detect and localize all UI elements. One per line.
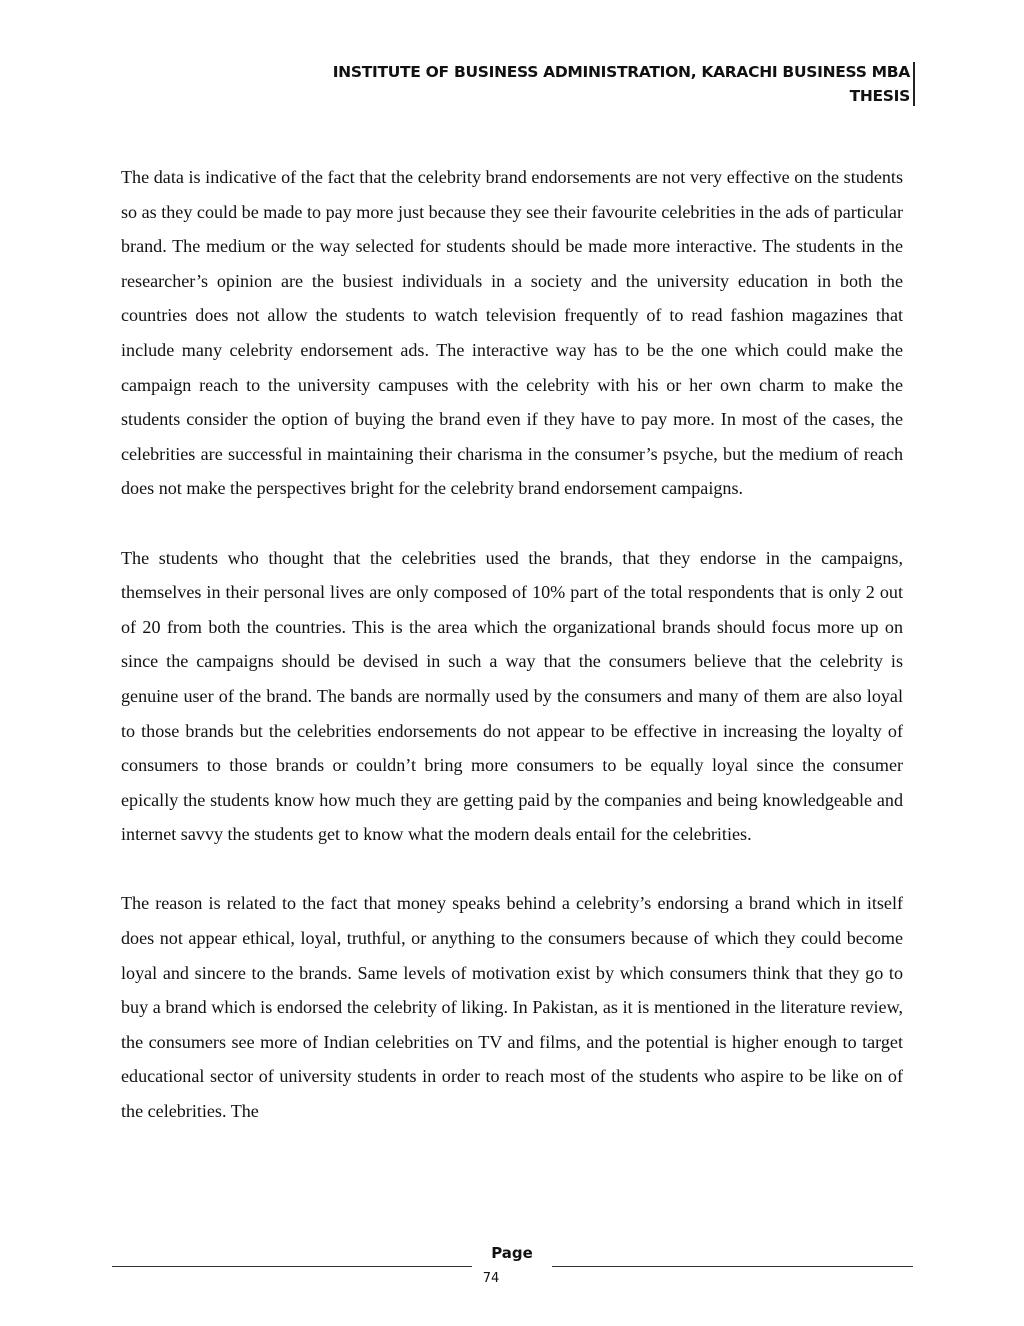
page-number: 74 <box>482 1271 500 1286</box>
footer-rule-right <box>552 1266 913 1267</box>
paragraph-1: The data is indicative of the fact that the celebrity brand endorsements are not very effective on the students so as they could be made to pay more just because they see their favourite celebrities in the ads of particular brand. The medium or the way selected for students should be made more interactive. The students in the researcher’s opinion are the busiest individuals in a society and the university education in both the countries does not allow the students to watch television frequently of to read fashion magazines that include many celebrity endorsement ads. The interactive way has to be the one which could make the campaign reach to the university campuses with the celebrity with his or her own charm to make the students consider the option of buying the brand even if they have to pay more. In most of the cases, the celebrities are successful in maintaining their charisma in the consumer’s psyche, but the medium of reach does not make the perspectives bright for the celebrity brand endorsement campaigns. <box>121 167 903 499</box>
header-line-2: THESIS <box>849 87 910 105</box>
header-line-1: INSTITUTE OF BUSINESS ADMINISTRATION, KARACHI BUSINESS MBA <box>332 63 910 81</box>
page-label: Page <box>491 1244 533 1262</box>
footer-rule-left <box>112 1266 472 1267</box>
body-text <box>121 160 903 1163</box>
running-header <box>210 60 910 108</box>
paragraph-3: The reason is related to the fact that money speaks behind a celebrity’s endorsing a brand which in itself does not appear ethical, loyal, truthful, or anything to the consumers because of which they could become loyal and sincere to the brands. Same levels of motivation exist by which consumers think that they go to buy a brand which is endorsed the celebrity of liking. In Pakistan, as it is mentioned in the literature review, the consumers see more of Indian celebrities on TV and films, and the potential is higher enough to target educational sector of university students in order to reach most of the students who aspire to be like on of the celebrities. The <box>121 893 903 1122</box>
paragraph-2: The students who thought that the celebrities used the brands, that they endorse in the campaigns, themselves in their personal lives are only composed of 10% part of the total respondents that is only 2 out of 20 from both the countries. This is the area which the organizational brands should focus more up on since the campaigns should be devised in such a way that the consumers believe that the celebrity is genuine user of the brand. The bands are normally used by the consumers and many of them are also loyal to those brands but the celebrities endorsements do not appear to be effective in increasing the loyalty of consumers to those brands or couldn’t bring more consumers to be equally loyal since the consumer epically the students know how much they are getting paid by the companies and being knowledgeable and internet savvy the students get to know what the modern deals entail for the celebrities. <box>121 547 903 845</box>
header-vertical-rule <box>913 62 915 106</box>
